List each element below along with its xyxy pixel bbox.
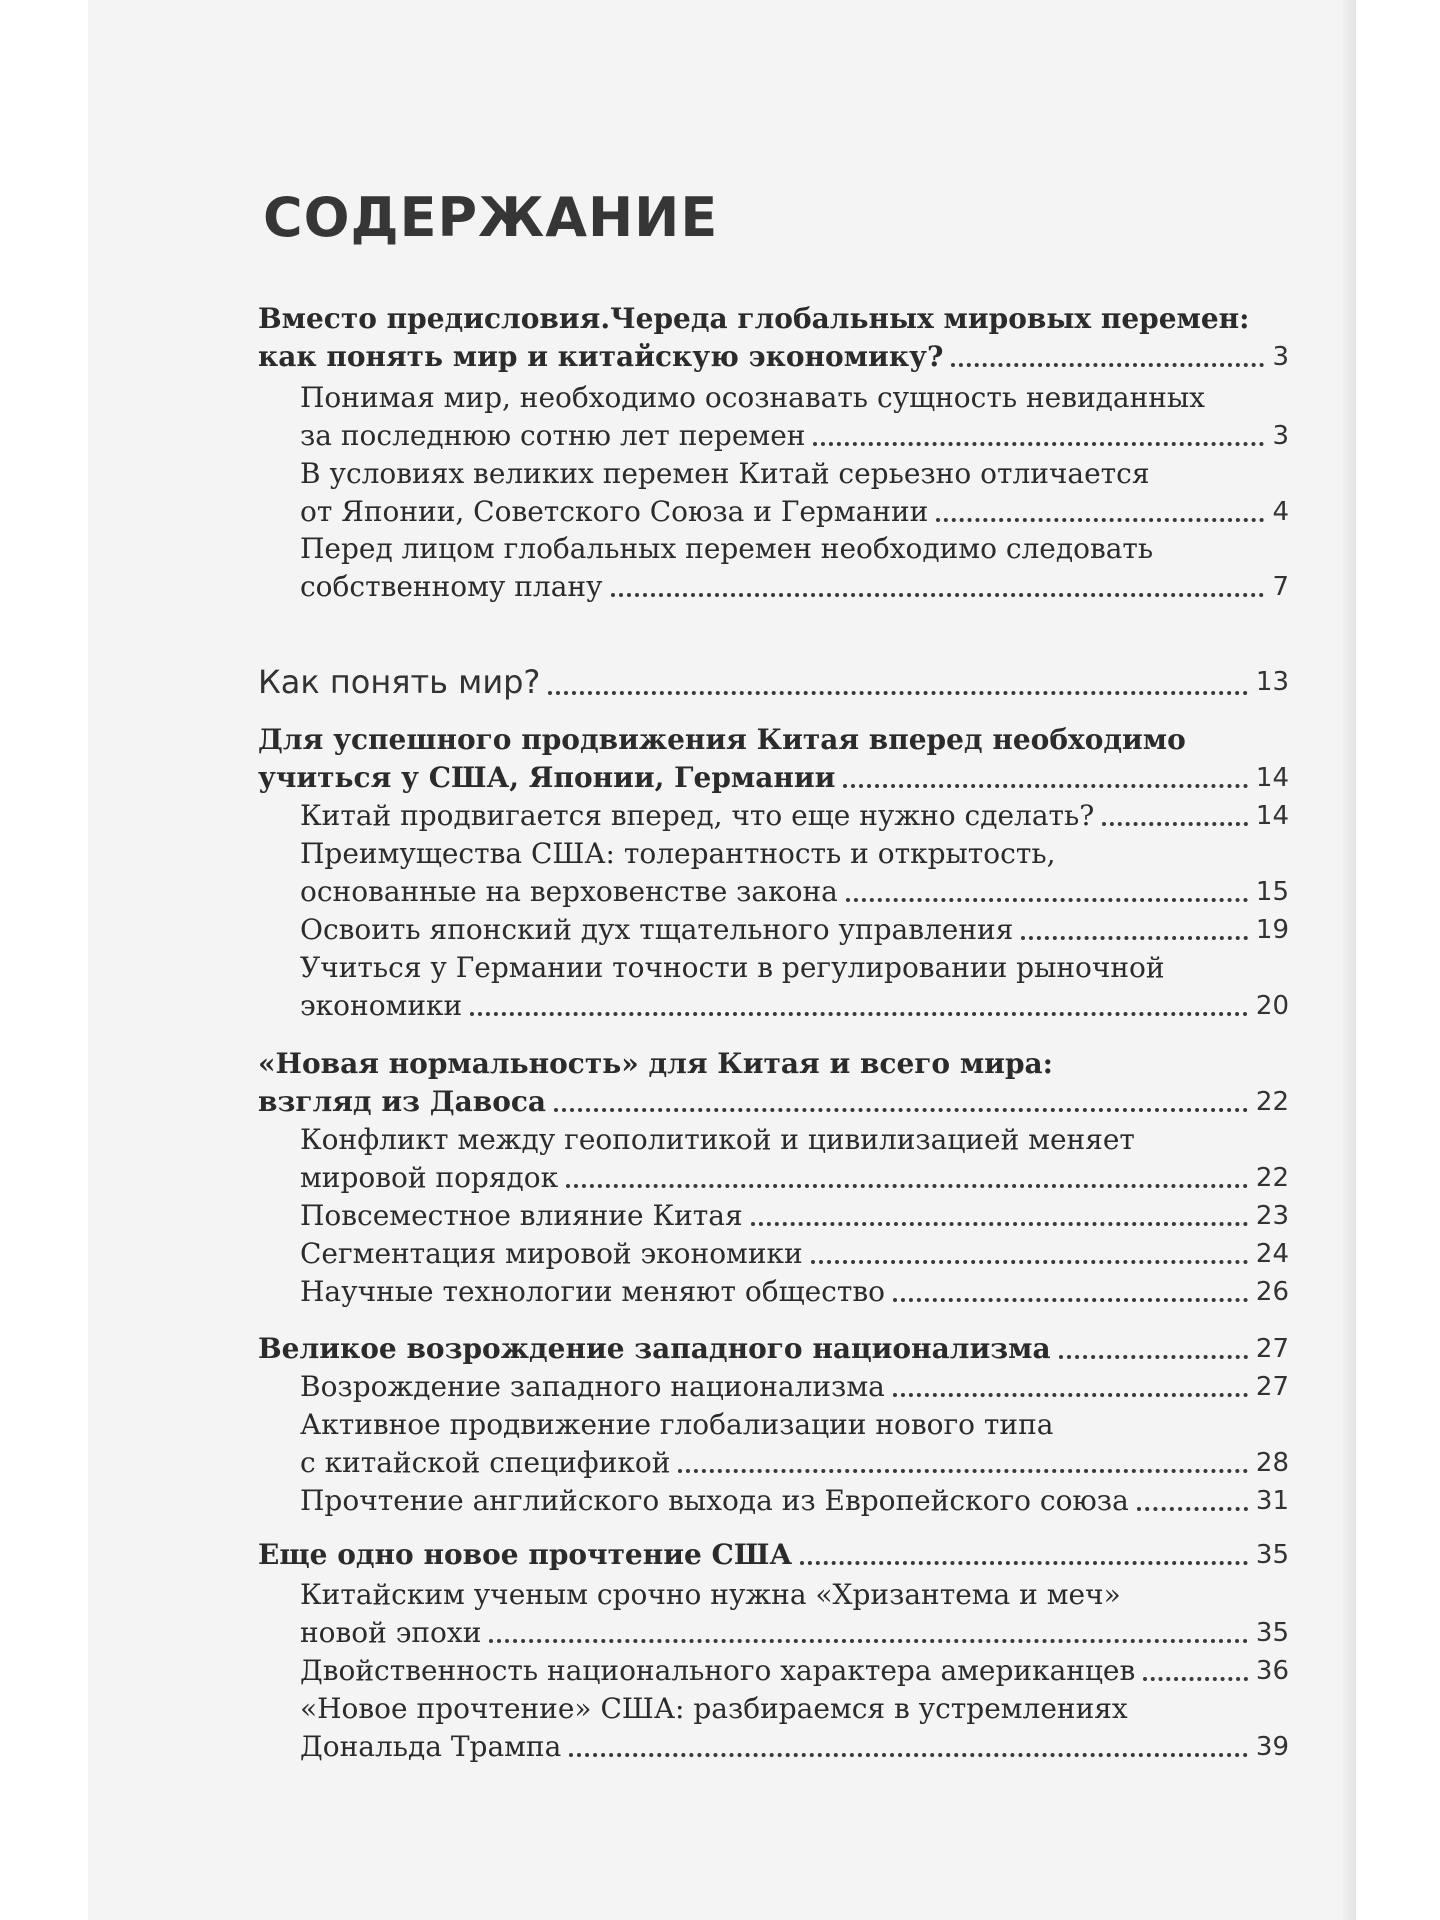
toc-entry [300,835,1289,911]
page-number: 27 [1255,1334,1289,1364]
entry-text: Научные технологии меняют общество [300,1275,885,1308]
entry-text: взгляд из Давоса [258,1085,547,1118]
toc-entry [300,530,1289,606]
dot-leader [470,1012,1248,1016]
dot-leader [1143,1677,1248,1681]
entry-text: собственному плану [300,570,603,603]
toc-entry [300,949,1289,1025]
dot-leader [569,1753,1248,1757]
toc-title: СОДЕРЖАНИЕ [263,186,719,249]
page-number: 35 [1255,1618,1289,1648]
entry-text: Активное продвижение глобализации нового типа [300,1408,1054,1441]
toc-entry [258,721,1289,797]
entry-text: «Новое прочтение» США: разбираемся в устремлениях [300,1692,1128,1725]
page-number: 39 [1255,1732,1289,1762]
dot-leader [611,593,1265,597]
dot-leader [813,442,1264,446]
entry-text: Прочтение английского выхода из Европейского союза [300,1484,1129,1517]
page-number: 13 [1255,667,1289,697]
toc-entry [300,379,1289,455]
page-number: 4 [1272,497,1289,527]
page-number: 31 [1255,1486,1289,1516]
dot-leader [1102,822,1248,826]
page-number: 14 [1255,801,1289,831]
dot-leader [1137,1507,1248,1511]
entry-text: Преимущества США: толерантность и открытость, [300,837,1056,870]
entry-text: Освоить японский дух тщательного управления [300,913,1014,946]
dot-leader [1059,1355,1248,1359]
page-number: 22 [1255,1163,1289,1193]
entry-text: Для успешного продвижения Китая вперед необходимо [258,723,1186,756]
dot-leader [566,1184,1248,1188]
page-number: 14 [1255,763,1289,793]
entry-text: экономики [300,989,463,1022]
toc-entry [300,911,1289,949]
toc-entry [300,1576,1289,1652]
page-number: 22 [1255,1087,1289,1117]
entry-text: «Новая нормальность» для Китая и всего мира: [258,1047,1054,1080]
entry-text: Как понять мир? [258,663,541,701]
toc-entry [300,1197,1289,1235]
entry-text: новой эпохи [300,1616,482,1649]
entry-text: Повсеместное влияние Китая [300,1199,743,1232]
page-number: 7 [1272,572,1289,602]
entry-text: Еще одно новое прочтение США [258,1538,793,1571]
toc-entry [258,1045,1289,1121]
entry-text: как понять мир и китайскую экономику? [258,340,944,373]
entry-text: Дональда Трампа [300,1730,562,1763]
entry-text: Сегментация мировой экономики [300,1237,803,1270]
dot-leader [554,1108,1248,1112]
entry-text: Перед лицом глобальных перемен необходимо следовать [300,532,1154,565]
toc-entry [258,660,1289,704]
toc-entry [300,1121,1289,1197]
toc-entry [300,1273,1289,1311]
dot-leader [548,691,1248,695]
toc-entry [258,300,1289,376]
dot-leader [951,363,1264,367]
toc-entry [300,1368,1289,1406]
entry-text: Учиться у Германии точности в регулировании рыночной [300,951,1165,984]
toc-entry [300,1406,1289,1482]
toc-entry [300,1690,1289,1766]
dot-leader [751,1222,1248,1226]
dot-leader [800,1561,1248,1565]
dot-leader [893,1298,1248,1302]
dot-leader [811,1260,1248,1264]
page-number: 36 [1255,1656,1289,1686]
entry-text: за последнюю сотню лет перемен [300,419,806,452]
entry-text: Китай продвигается вперед, что еще нужно сделать? [300,799,1095,832]
toc-entry [300,455,1289,531]
dot-leader [489,1639,1248,1643]
entry-text: Возрождение западного национализма [300,1370,885,1403]
dot-leader [893,1393,1248,1397]
toc-entry [300,1235,1289,1273]
toc-entry [258,1330,1289,1368]
entry-text: с китайской спецификой [300,1446,671,1479]
entry-text: Вместо предисловия.Череда глобальных мировых перемен: [258,302,1250,335]
page-number: 26 [1255,1277,1289,1307]
dot-leader [678,1469,1248,1473]
dot-leader [936,518,1264,522]
toc-entry [300,797,1289,835]
dot-leader [846,898,1248,902]
page-number: 35 [1255,1540,1289,1570]
page-number: 3 [1272,421,1289,451]
toc-entry [300,1652,1289,1690]
page-number: 23 [1255,1201,1289,1231]
page-number: 15 [1255,877,1289,907]
dot-leader [843,784,1248,788]
page-number: 24 [1255,1239,1289,1269]
page-number: 28 [1255,1448,1289,1478]
entry-text: от Японии, Советского Союза и Германии [300,495,929,528]
entry-text: Великое возрождение западного национализма [258,1332,1051,1365]
entry-text: В условиях великих перемен Китай серьезно отличается [300,457,1150,490]
toc-entry [300,1482,1289,1520]
entry-text: Двойственность национального характера американцев [300,1654,1136,1687]
dot-leader [1021,936,1248,940]
toc-entry [258,1536,1289,1574]
page-number: 20 [1255,991,1289,1021]
entry-text: Конфликт между геополитикой и цивилизацией меняет [300,1123,1135,1156]
entry-text: Понимая мир, необходимо осознавать сущность невиданных [300,381,1205,414]
entry-text: учиться у США, Японии, Германии [258,761,836,794]
entry-text: мировой порядок [300,1161,559,1194]
entry-text: основанные на верховенстве закона [300,875,838,908]
page-number: 19 [1255,915,1289,945]
page-number: 27 [1255,1372,1289,1402]
page-number: 3 [1272,342,1289,372]
entry-text: Китайским ученым срочно нужна «Хризантема и меч» [300,1578,1121,1611]
